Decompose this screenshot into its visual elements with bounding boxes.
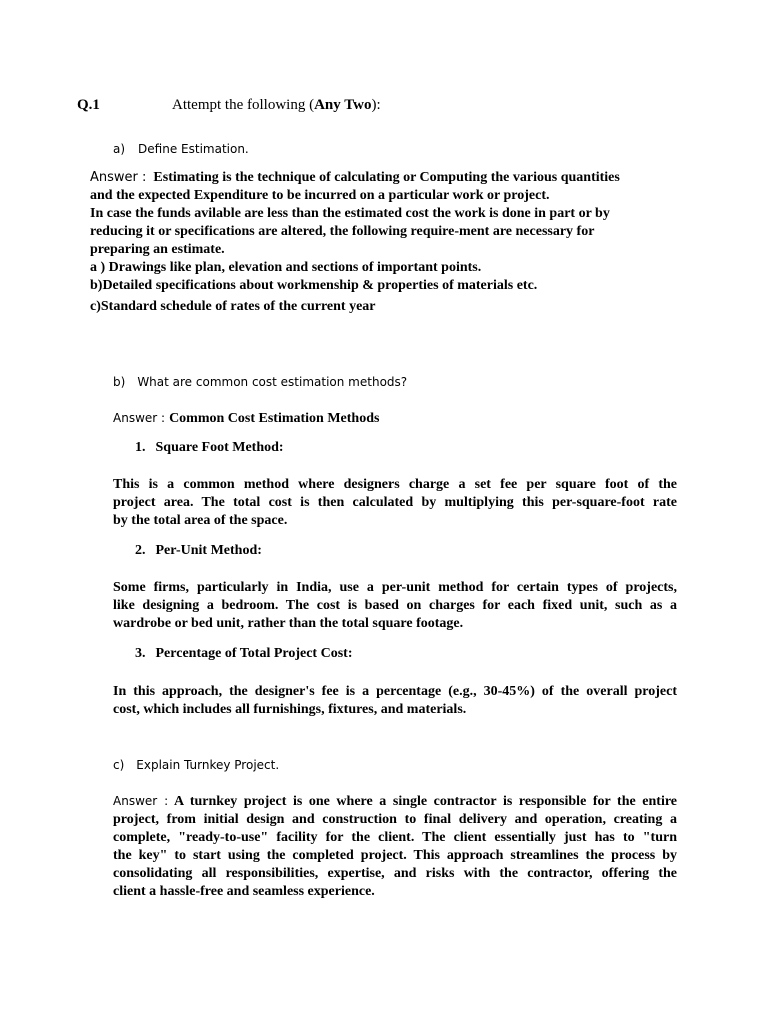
part-a-line: In case the funds avilable are less than the estimated cost the work is done in part or by xyxy=(90,206,610,221)
question-instruction xyxy=(172,97,381,114)
method-2-line: like designing a bedroom. The cost is based on charges for each fixed unit, such as a xyxy=(113,598,677,613)
method-number: 3. xyxy=(135,646,146,661)
method-1-line: project area. The total cost is then calculated by multiplying this per-square-foot rate xyxy=(113,495,677,510)
instruction-suffix: ): xyxy=(371,97,381,113)
part-c-line: A turnkey project is one where a single contractor is responsible for the entire xyxy=(173,794,678,809)
part-c-answer xyxy=(113,792,677,901)
method-3-line: cost, which includes all furnishings, fixtures, and materials. xyxy=(113,702,467,717)
part-a-label: a) xyxy=(113,142,126,156)
part-c-line: consolidating all responsibilities, expertise, and risks with the contractor, offering the xyxy=(113,866,677,881)
part-b-question xyxy=(113,375,407,389)
part-a-answer xyxy=(90,169,680,295)
question-number: Q.1 xyxy=(77,97,100,113)
method-2-line: wardrobe or bed unit, rather than the total square footage. xyxy=(113,616,464,631)
part-b-answer-heading xyxy=(113,409,379,427)
part-a-line: Estimating is the technique of calculating or Computing the various quantities xyxy=(153,170,620,185)
method-2-body xyxy=(113,579,677,633)
part-c-line: project, from initial design and construction to final delivery and operation, creating a xyxy=(113,812,677,827)
part-c-line: the key" to start using the completed project. This approach streamlines the process by xyxy=(113,848,677,863)
method-title: Square Foot Method: xyxy=(155,440,284,455)
method-number: 2. xyxy=(135,543,146,558)
part-b-label: b) xyxy=(113,375,126,389)
method-2-heading xyxy=(135,543,262,559)
part-a-question xyxy=(113,142,249,156)
part-c-question xyxy=(113,758,279,772)
part-b-question-text: What are common cost estimation methods? xyxy=(137,375,408,389)
part-a-line: b)Detailed specifications about workmenship & properties of materials etc. xyxy=(90,278,538,293)
part-c-answer-label: Answer : xyxy=(113,794,169,808)
part-a-last-line: c)Standard schedule of rates of the current year xyxy=(90,299,376,314)
instruction-prefix: Attempt the following ( xyxy=(172,97,315,113)
part-b-answer-title: Common Cost Estimation Methods xyxy=(169,411,380,426)
method-1-body xyxy=(113,476,677,530)
part-a-line: and the expected Expenditure to be incurred on a particular work or project. xyxy=(90,188,550,203)
part-c-question-text: Explain Turnkey Project. xyxy=(136,758,280,772)
part-c-line: complete, "ready-to-use" facility for the client. The client essentially just has to "turn xyxy=(113,830,677,845)
method-number: 1. xyxy=(135,440,146,455)
method-3-heading xyxy=(135,646,352,662)
instruction-any-two: Any Two xyxy=(314,97,372,113)
method-2-line: Some firms, particularly in India, use a per-unit method for certain types of projects, xyxy=(113,580,677,595)
method-1-line: This is a common method where designers charge a set fee per square foot of the xyxy=(113,477,677,492)
part-a-line: reducing it or specifications are altered, the following require-ment are necessary for xyxy=(90,224,595,239)
part-c-line: client a hassle-free and seamless experience. xyxy=(113,884,375,899)
method-3-body xyxy=(113,683,677,719)
method-3-line: In this approach, the designer's fee is a percentage (e.g., 30-45%) of the overall project xyxy=(113,684,677,699)
part-a-answer-label: Answer : xyxy=(90,170,147,185)
method-title: Per-Unit Method: xyxy=(155,543,262,558)
part-b-answer-label: Answer : xyxy=(113,411,166,425)
part-c-label: c) xyxy=(113,758,125,772)
method-title: Percentage of Total Project Cost: xyxy=(155,646,353,661)
part-a-line: preparing an estimate. xyxy=(90,242,225,257)
method-1-line: by the total area of the space. xyxy=(113,513,288,528)
part-a-question-text: Define Estimation. xyxy=(138,142,249,156)
method-1-heading xyxy=(135,440,284,456)
part-a-line: a ) Drawings like plan, elevation and sections of important points. xyxy=(90,260,482,275)
